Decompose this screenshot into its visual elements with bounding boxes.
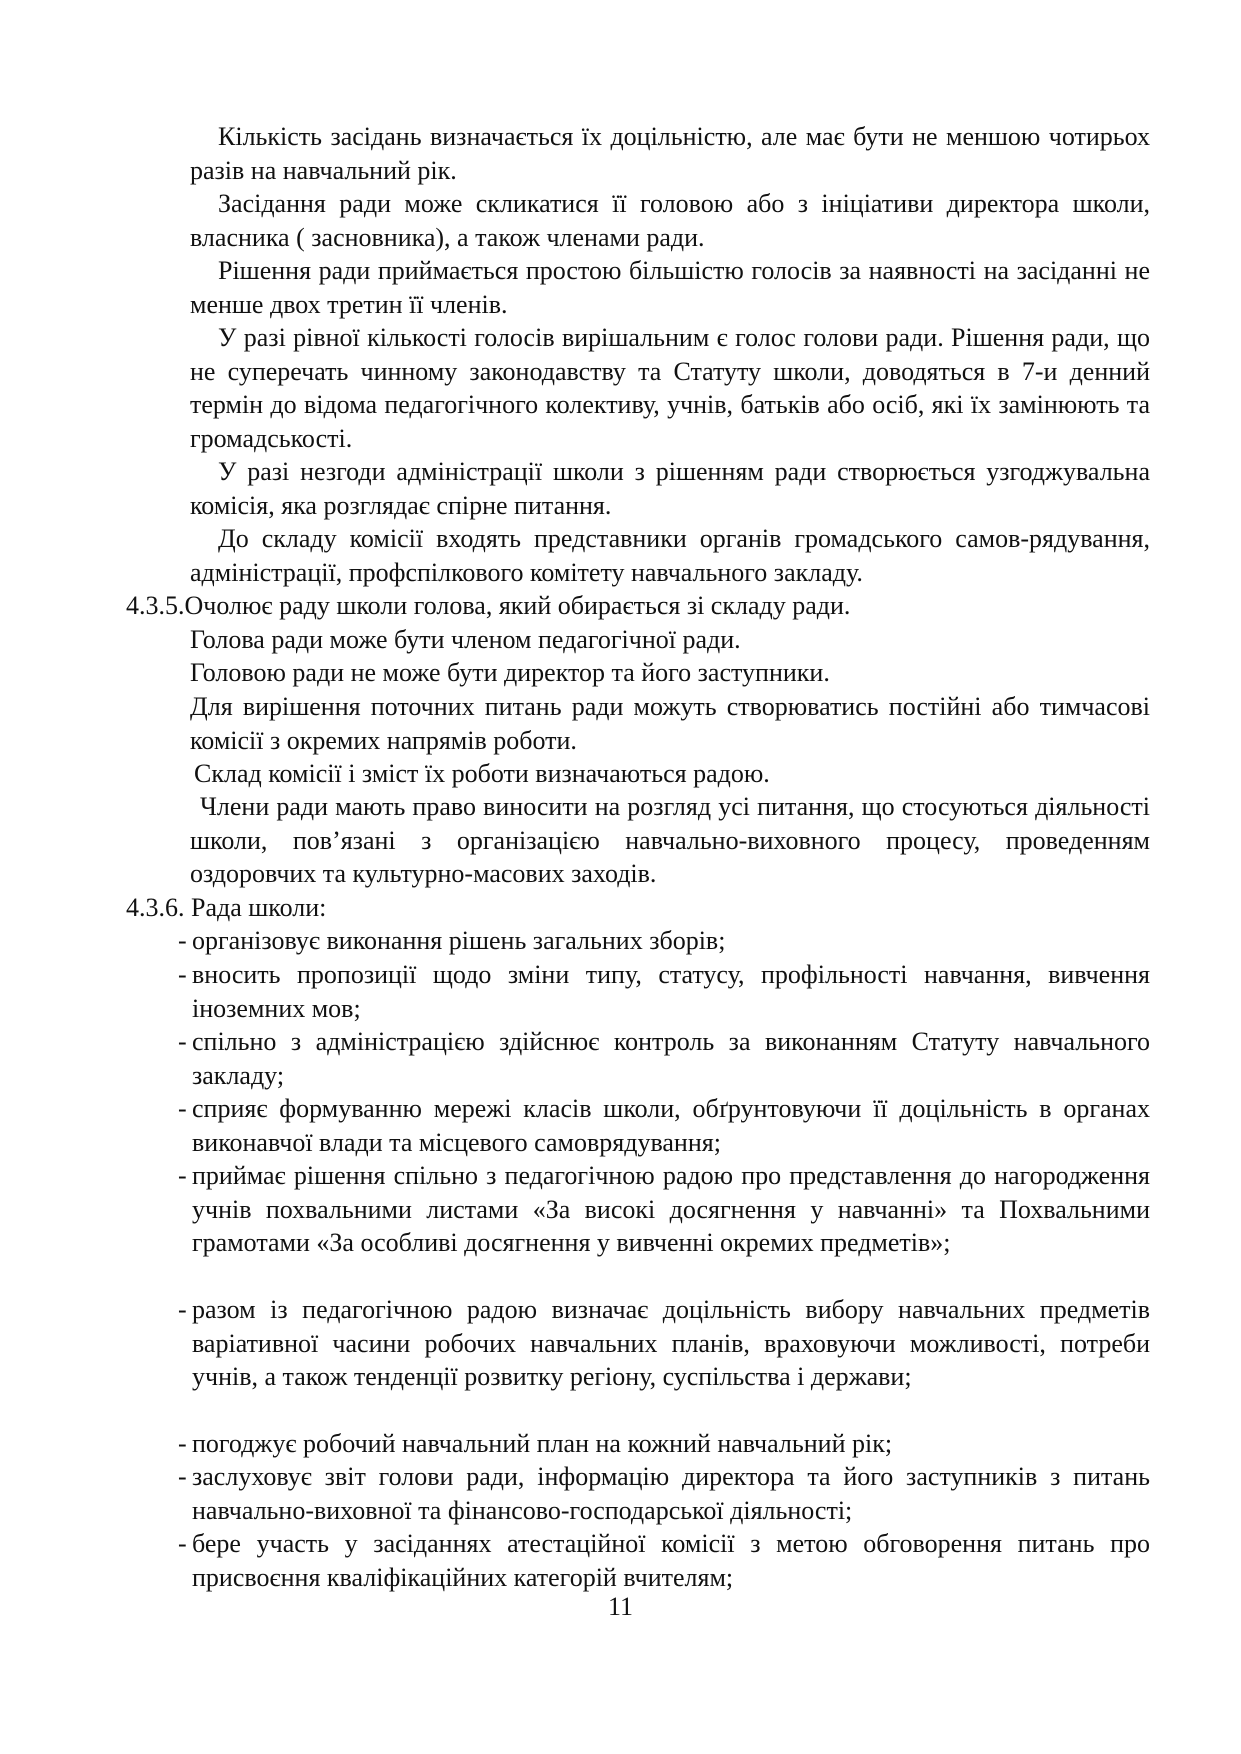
dash-marker: - bbox=[178, 1161, 187, 1190]
page-number: 11 bbox=[607, 1592, 634, 1621]
list-item bbox=[178, 924, 1150, 958]
list-item-text: спільно з адміністрацією здійснює контроль за виконанням Статуту навчального закладу; bbox=[192, 1027, 1150, 1090]
list-item-text: бере участь у засіданнях атестаційної комісії з метою обговорення питань про присвоєння кваліфікаційних категорій вчителям; bbox=[192, 1529, 1150, 1592]
paragraph-tie-vote: У разі рівної кількості голосів вирішальним є голос голови ради. Рішення ради, що не суперечать чинному законодавству та Статуту школи, доводяться в 7-и денний термін до відома педагогічного колективу, учнів, батьків або осіб, які їх замінюють та громадськості. bbox=[190, 323, 1150, 453]
paragraph-commissions: Для вирішення поточних питань ради можуть створюватись постійні або тимчасові комісії з окремих напрямів роботи. bbox=[190, 692, 1150, 755]
list-item-text: погоджує робочий навчальний план на кожний навчальний рік; bbox=[192, 1429, 893, 1458]
paragraph-head-member: Голова ради може бути членом педагогічної ради. bbox=[190, 625, 741, 654]
list-item bbox=[178, 1293, 1150, 1394]
dash-marker: - bbox=[178, 1429, 187, 1458]
list-item-text: приймає рішення спільно з педагогічною радою про представлення до нагородження учнів похвальними листами «За високі досягнення у навчанні» та Похвальними грамотами «За особливі досягнення у вивченні окремих предметів»; bbox=[192, 1161, 1150, 1257]
list-item-text: вносить пропозиції щодо зміни типу, статусу, профільності навчання, вивчення іноземних мов; bbox=[192, 960, 1150, 1023]
list-item-text: сприяє формуванню мережі класів школи, обґрунтовуючи її доцільність в органах виконавчої влади та місцевого самоврядування; bbox=[192, 1094, 1150, 1157]
list-item-text: заслуховує звіт голови ради, інформацію директора та його заступників з питань навчально-виховної та фінансово-господарської діяльності; bbox=[192, 1462, 1150, 1525]
section-4-3-6: 4.3.6. Рада школи: bbox=[126, 893, 327, 922]
dash-marker: - bbox=[178, 1094, 187, 1123]
list-item bbox=[178, 1460, 1150, 1527]
dash-marker: - bbox=[178, 1462, 187, 1491]
section-text: Очолює раду школи голова, який обирається зі складу ради. bbox=[184, 591, 851, 620]
section-number: 4.3.5. bbox=[126, 591, 185, 620]
paragraph-meeting-convening: Засідання ради може скликатися її головою або з ініціативи директора школи, власника ( засновника), а також членами ради. bbox=[190, 189, 1150, 252]
paragraph-member-rights: Члени ради мають право виносити на розгляд усі питання, що стосуються діяльності школи, пов’язані з організацією навчально-виховного процесу, проведенням оздоровчих та культурно-масових заходів. bbox=[190, 792, 1150, 888]
paragraph-head-restriction: Головою ради не може бути директор та його заступники. bbox=[190, 658, 830, 687]
paragraph-disagreement: У разі незгоди адміністрації школи з рішенням ради створюється узгоджувальна комісія, яка розглядає спірне питання. bbox=[190, 457, 1150, 520]
paragraph-commission-composition: До складу комісії входять представники органів громадського самов-рядування, адміністрації, профспілкового комітету навчального закладу. bbox=[190, 524, 1150, 587]
dash-marker: - bbox=[178, 1529, 187, 1558]
dash-marker: - bbox=[178, 1295, 187, 1324]
list-item bbox=[178, 1527, 1150, 1594]
paragraph-meeting-count: Кількість засідань визначається їх доцільністю, але має бути не меншою чотирьох разів на навчальний рік. bbox=[190, 122, 1150, 185]
dash-marker: - bbox=[178, 960, 187, 989]
list-item bbox=[178, 1427, 1150, 1461]
section-4-3-5 bbox=[126, 589, 1150, 623]
paragraph-decision-majority: Рішення ради приймається простою більшістю голосів за наявності на засіданні не менше двох третин її членів. bbox=[190, 256, 1150, 319]
list-item bbox=[178, 1159, 1150, 1260]
paragraph-commission-work: Склад комісії і зміст їх роботи визначаються радою. bbox=[194, 759, 770, 788]
dash-marker: - bbox=[178, 926, 187, 955]
list-item-text: організовує виконання рішень загальних зборів; bbox=[192, 926, 726, 955]
list-item bbox=[178, 958, 1150, 1025]
list-item-text: разом із педагогічною радою визначає доцільність вибору навчальних предметів варіативної часини робочих навчальних планів, враховуючи можливості, потреби учнів, а також тенденції розвитку регіону, суспільства і держави; bbox=[192, 1295, 1150, 1391]
dash-marker: - bbox=[178, 1027, 187, 1056]
list-item bbox=[178, 1025, 1150, 1092]
list-item bbox=[178, 1092, 1150, 1159]
